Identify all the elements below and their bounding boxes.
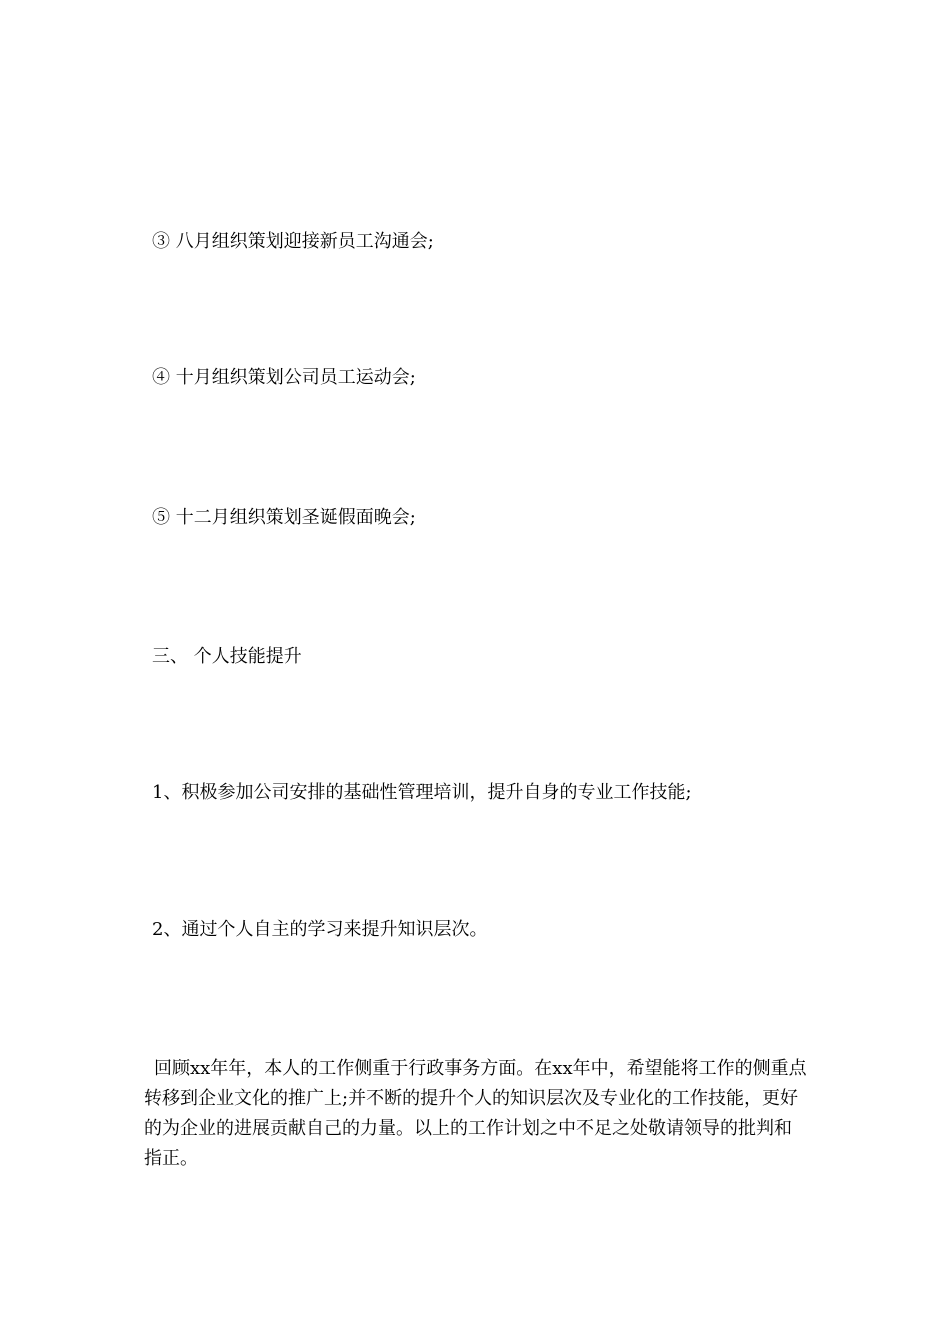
skill-item-1: 1、积极参加公司安排的基础性管理培训，提升自身的专业工作技能; (152, 782, 692, 803)
closing-paragraph: 回顾xx年年，本人的工作侧重于行政事务方面。在xx年中，希望能将工作的侧重点转移到企业文化的推广上;并不断的提升个人的知识层次及专业化的工作技能，更好的为企业的进展贡献自己的力量。以上的工作计划之中不足之处敬请领导的批判和指正。 (144, 1058, 807, 1169)
section-heading: 三、 个人技能提升 (152, 646, 302, 667)
list-item-august: ③ 八月组织策划迎接新员工沟通会; (152, 231, 434, 252)
list-item-december: ⑤ 十二月组织策划圣诞假面晚会; (152, 507, 416, 528)
skill-item-2: 2、通过个人自主的学习来提升知识层次。 (152, 919, 488, 940)
list-item-october: ④ 十月组织策划公司员工运动会; (152, 367, 416, 388)
